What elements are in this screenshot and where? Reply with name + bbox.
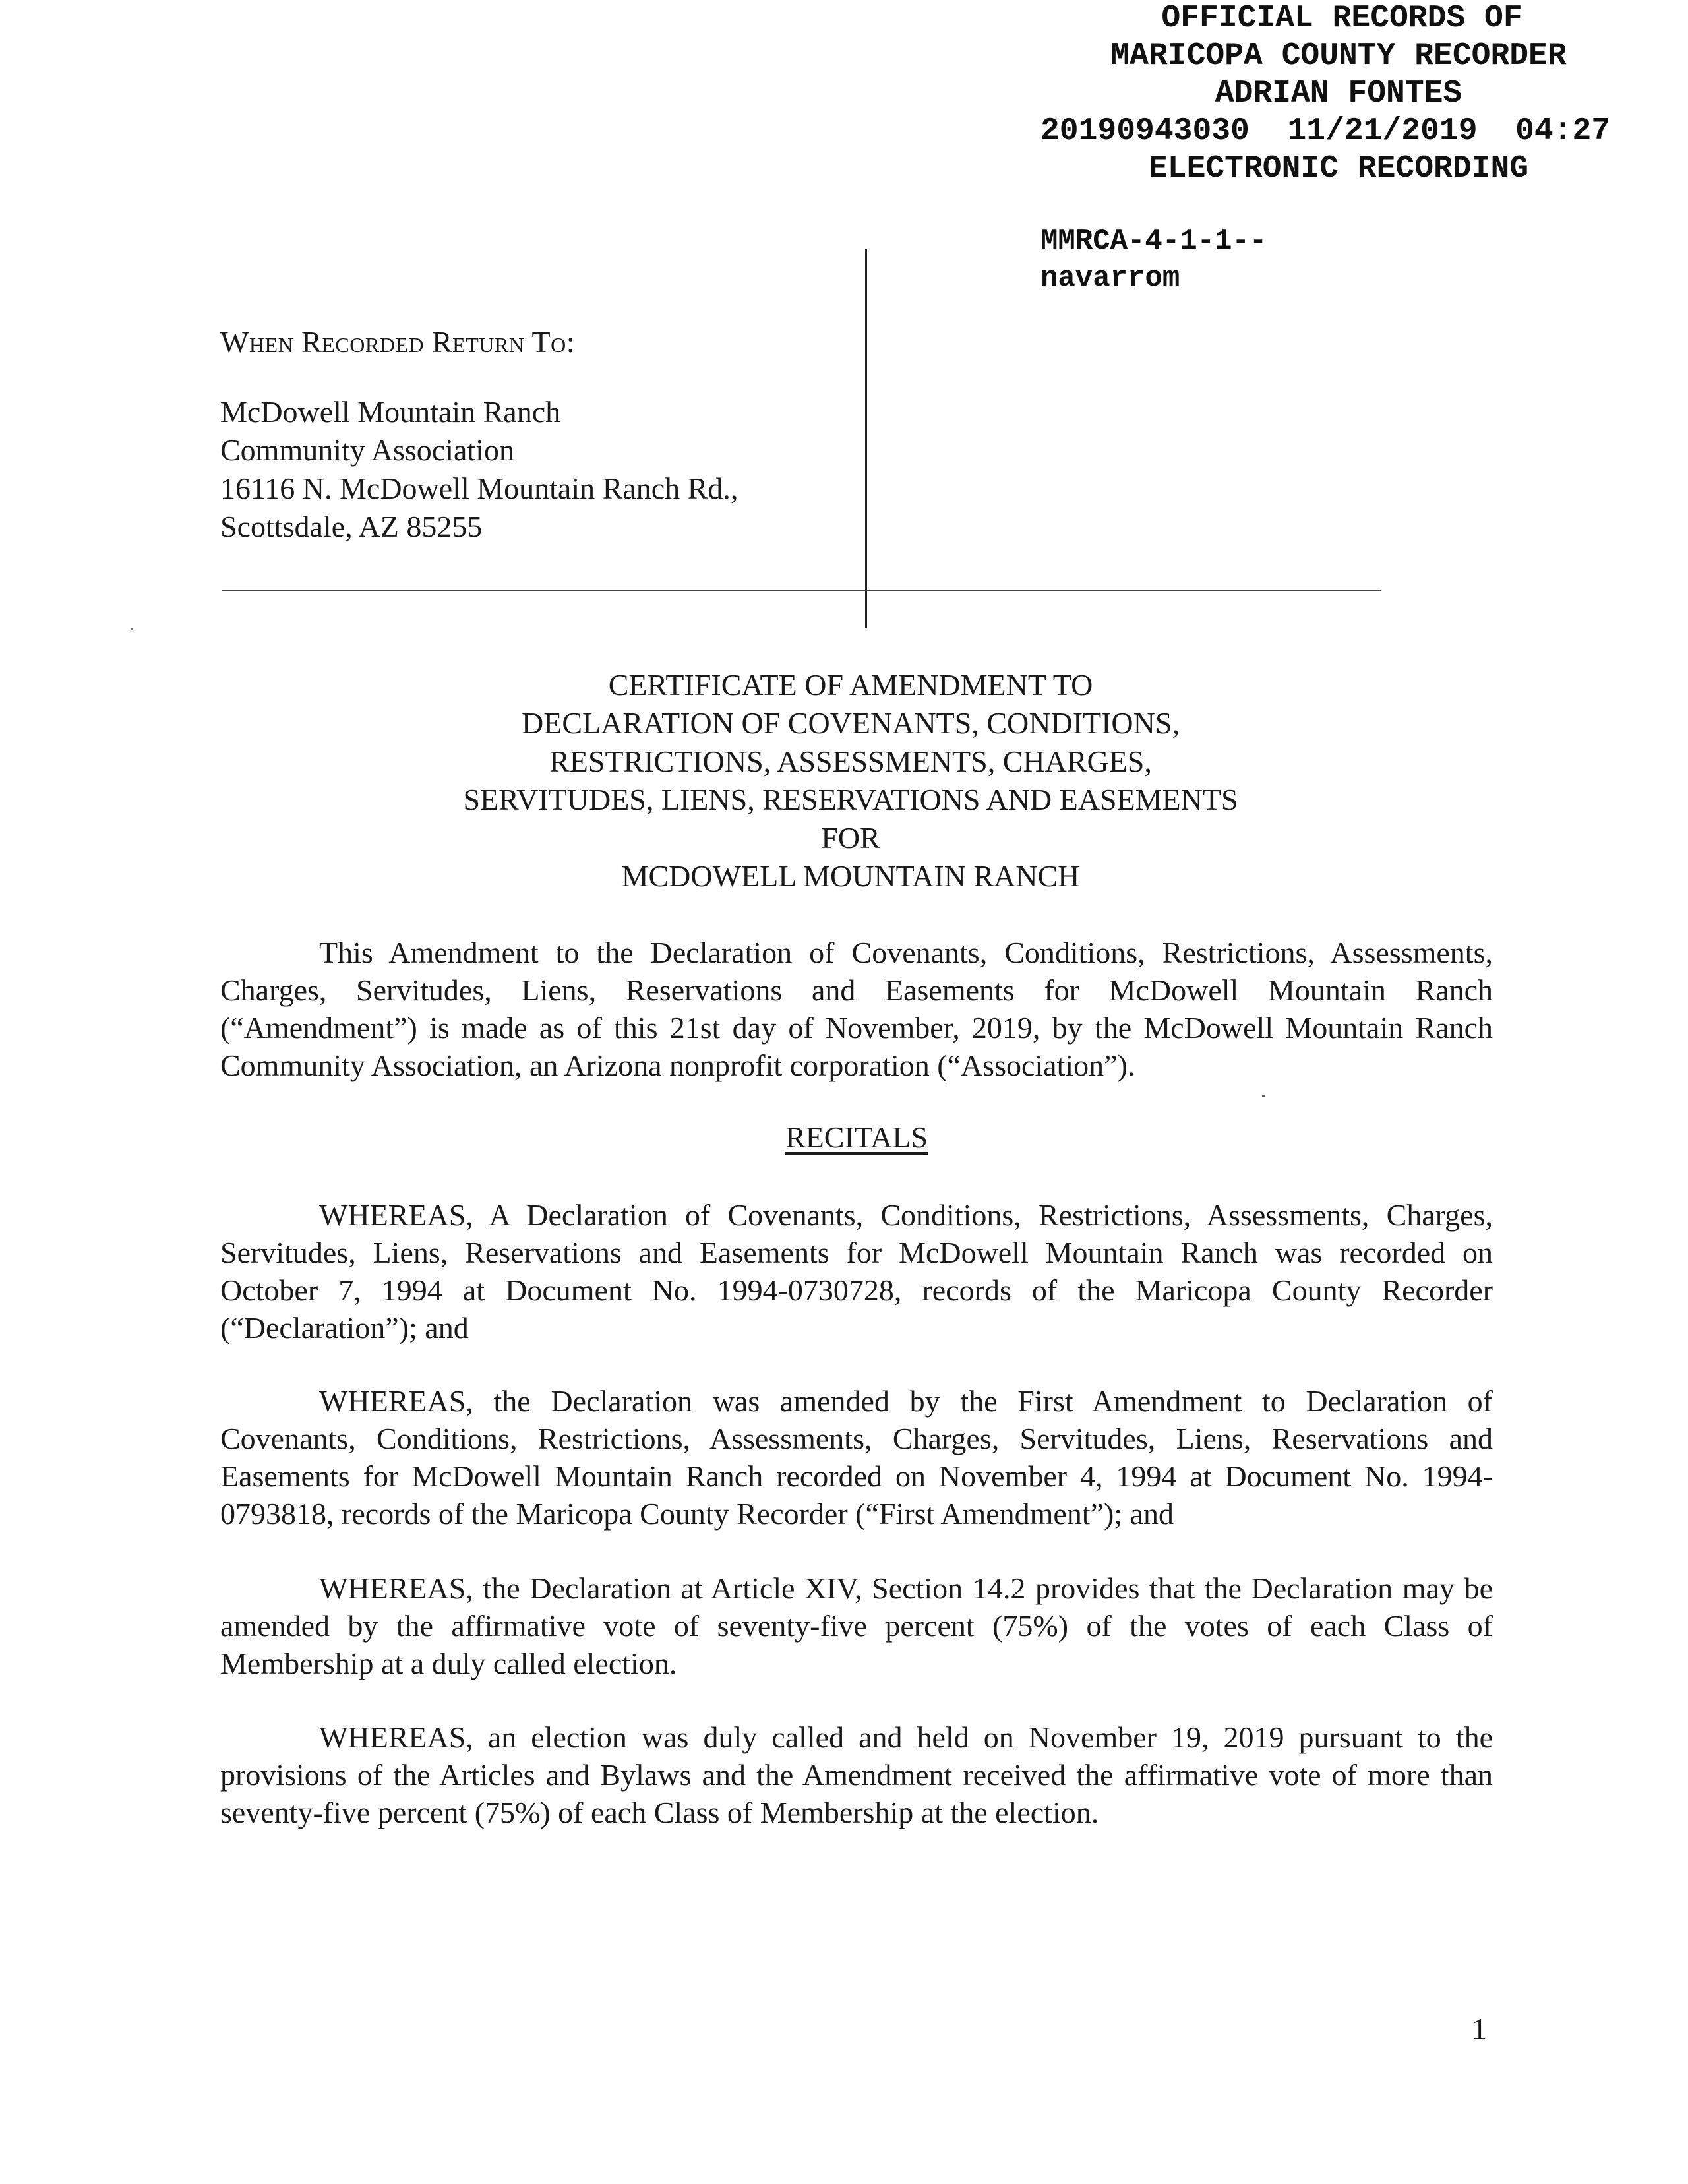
title-line: CERTIFICATE OF AMENDMENT TO: [608, 668, 1093, 702]
recital-paragraph: WHEREAS, an election was duly called and held on November 19, 2019 pursuant to the provisions of the Articles and Bylaws and the Amendment received the affirmative vote of more than seventy-five percent (75%) of each Class of Membership at the election.: [220, 1720, 1493, 1829]
scan-speck: [1262, 1095, 1265, 1097]
horizontal-divider: [222, 590, 1381, 591]
recital-paragraph: WHEREAS, the Declaration was amended by the First Amendment to Declaration of Covenants, Conditions, Restrictions, Assessments, Charges, Servitudes, Liens, Reservations and Easements for McDowell Mountain Ranch recorded on November 4, 1994 at Document No. 1994-0793818, records of the Maricopa County Recorder (“First Amendment”); and: [220, 1384, 1493, 1531]
address-line: McDowell Mountain Ranch: [220, 395, 561, 429]
intro-paragraph: This Amendment to the Declaration of Covenants, Conditions, Restrictions, Assessments, Charges, Servitudes, Liens, Reservations and Easements for McDowell Mountain Ranch (“Amendment”) is made as of this 21st day of November, 2019, by the McDowell Mountain Ranch Community Association, an Arizona nonprofit corporation (“Association”).: [220, 936, 1493, 1082]
return-to-label: When Recorded Return To:: [220, 325, 575, 359]
return-to-block: [220, 323, 738, 546]
page-number: 1: [1472, 2012, 1487, 2046]
recorder-stamp: [1009, 0, 1668, 188]
title-line: RESTRICTIONS, ASSESSMENTS, CHARGES,: [549, 744, 1152, 778]
recorder-stamp-line: OFFICIAL RECORDS OF: [1161, 1, 1522, 36]
recording-number-line: 20190943030 11/21/2019 04:27: [1040, 113, 1611, 149]
recitals-heading-text: RECITALS: [785, 1120, 928, 1154]
title-line: DECLARATION OF COVENANTS, CONDITIONS,: [522, 706, 1180, 740]
address-line: Community Association: [220, 433, 514, 467]
address-line: 16116 N. McDowell Mountain Ranch Rd.,: [220, 471, 738, 505]
recitals-heading: [220, 1118, 1493, 1156]
recital-paragraph: WHEREAS, A Declaration of Covenants, Conditions, Restrictions, Assessments, Charges, Servitudes, Liens, Reservations and Easements for McDowell Mountain Ranch was recorded on October 7, 1994 at Document No. 1994-0730728, records of the Maricopa County Recorder (“Declaration”); and: [220, 1198, 1493, 1345]
recorder-stamp-line: ELECTRONIC RECORDING: [1148, 151, 1529, 187]
title-line: SERVITUDES, LIENS, RESERVATIONS AND EASEMENTS: [463, 783, 1238, 816]
title-line: FOR: [821, 821, 880, 855]
document-code-line: MMRCA-4-1-1--: [1040, 225, 1267, 258]
document-title: [369, 666, 1332, 895]
recital-paragraph: WHEREAS, the Declaration at Article XIV, Section 14.2 provides that the Declaration may be amended by the affirmative vote of seventy-five percent (75%) of the votes of each Class of Membership at a duly called election.: [220, 1571, 1493, 1680]
recorder-stamp-line: MARICOPA COUNTY RECORDER: [1110, 38, 1567, 74]
recorder-stamp-line: ADRIAN FONTES: [1215, 76, 1462, 111]
title-line: MCDOWELL MOUNTAIN RANCH: [621, 859, 1080, 893]
address-line: Scottsdale, AZ 85255: [220, 510, 483, 543]
document-code-line: navarrom: [1040, 262, 1180, 295]
scan-speck: [131, 628, 133, 630]
document-code: [1040, 223, 1267, 297]
vertical-divider: [865, 249, 867, 628]
return-address: [220, 393, 738, 546]
